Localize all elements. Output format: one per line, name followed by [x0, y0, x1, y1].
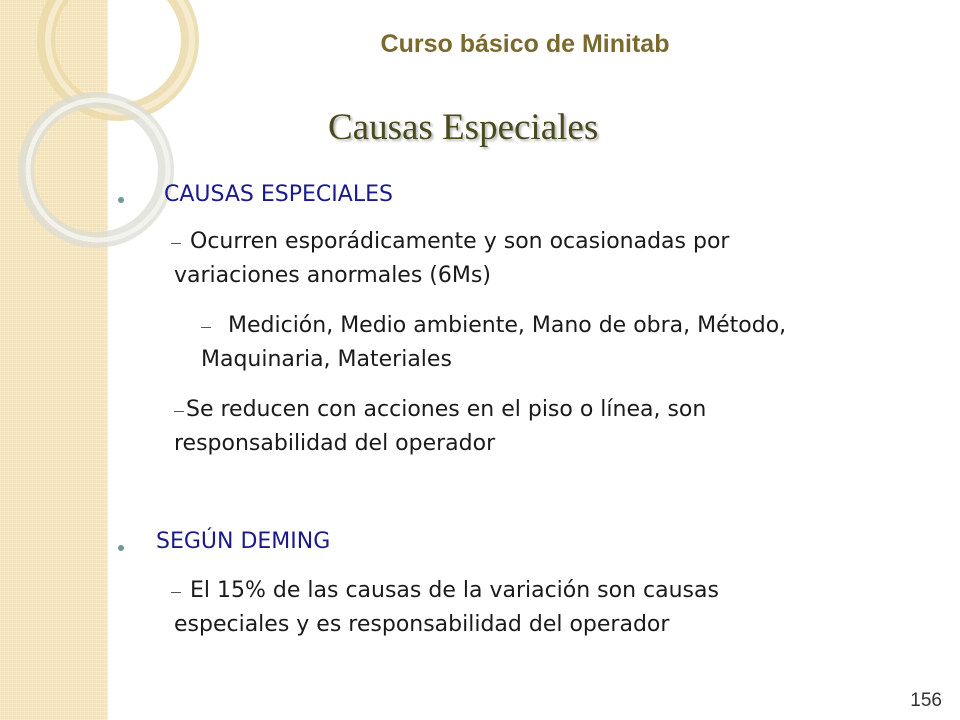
- list-item-line: responsabilidad del operador: [174, 431, 496, 456]
- section-heading-segun-deming: SEGÚN DEMING: [156, 529, 331, 554]
- page-number: 156: [910, 690, 942, 711]
- list-item-line: Ocurren esporádicamente y son ocasionadas por: [190, 229, 730, 254]
- slide-title: Causas Especiales: [328, 107, 599, 148]
- section-heading-causas-especiales: CAUSAS ESPECIALES: [164, 182, 393, 207]
- list-item: [174, 225, 729, 293]
- list-item-line: Medición, Medio ambiente, Mano de obra, Método,: [228, 313, 787, 338]
- list-item: [201, 309, 786, 377]
- list-item-line: El 15% de las causas de la variación son causas: [190, 578, 719, 603]
- list-item-line: especiales y es responsabilidad del operador: [174, 612, 670, 637]
- list-item-line: Maquinaria, Materiales: [201, 347, 452, 372]
- list-item-line: variaciones anormales (6Ms): [174, 263, 491, 288]
- bullet-dot: [118, 545, 124, 551]
- list-item: [174, 574, 719, 642]
- list-item: [174, 393, 706, 461]
- list-item-line: Se reducen con acciones en el piso o línea, son: [186, 397, 707, 422]
- course-header: Curso básico de Minitab: [380, 30, 670, 58]
- bullet-dot: [118, 197, 124, 203]
